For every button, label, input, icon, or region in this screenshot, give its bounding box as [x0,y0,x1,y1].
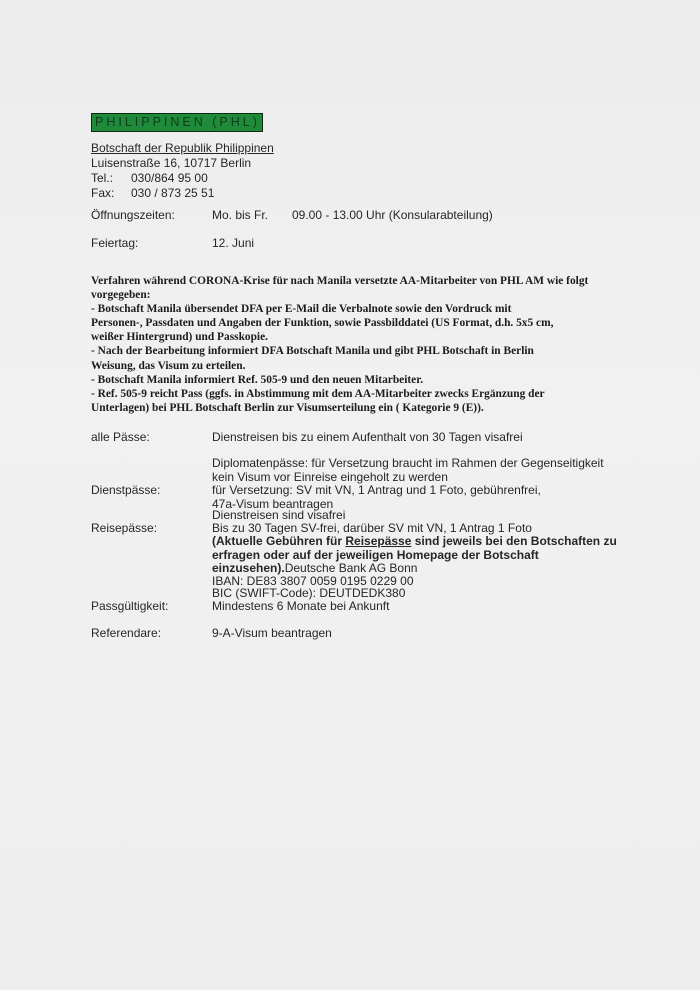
fee-note-end: einzusehen). [212,561,285,575]
country-title: PHILIPPINEN (PHL) [91,113,263,132]
service-passports-line-3: Dienstreisen sind visafrei [212,508,346,522]
phone-label: Tel.: [91,171,114,185]
ordinary-passports-line-1: Bis zu 30 Tagen SV-frei, darüber SV mit VN, 1 Antrag 1 Foto [212,521,532,535]
corona-line: Weisung, das Visum zu erteilen. [91,359,246,372]
validity-value: Mindestens 6 Monate bei Ankunft [212,599,390,613]
holiday-label: Feiertag: [91,236,139,250]
fee-note-line-2: erfragen oder auf der jeweiligen Homepage der Botschaft [212,548,539,562]
corona-line: - Botschaft Manila übersendet DFA per E-Mail die Verbalnote sowie den Vordruck mit [91,303,512,316]
trainees-value: 9-A-Visum beantragen [212,626,332,640]
fee-note-line-1 [212,534,617,549]
iban-line: IBAN: DE83 3807 0059 0195 0229 00 [212,574,414,588]
validity-label: Passgültigkeit: [91,599,169,613]
fee-note-part: (Aktuelle Gebühren für [212,534,346,548]
fee-note-underlined: Reisepässe [345,534,412,548]
corona-procedure-text [91,274,601,415]
corona-line: Unterlagen) bei PHL Botschaft Berlin zur Visumserteilung ein ( Kategorie 9 (E)). [91,401,484,414]
corona-line: Personen-, Passdaten und Angaben der Funktion, sowie Passbilddatei (US Format, d.h. 5x5 cm, [91,317,554,330]
corona-line: - Nach der Bearbeitung informiert DFA Botschaft Manila und gibt PHL Botschaft in Berlin [91,345,534,358]
diplomatic-passports-line-2: kein Visum vor Einreise eingeholt zu werden [212,470,448,484]
corona-line: vorgegeben: [91,289,151,302]
bic-line: BIC (SWIFT-Code): DEUTDEDK380 [212,586,406,600]
fee-note-part: sind jeweils bei den Botschaften zu [411,534,617,548]
embassy-street: Luisenstraße 16, 10717 Berlin [91,156,252,170]
hours-label: Öffnungszeiten: [91,208,175,222]
phone-line [91,171,274,186]
fax-line [91,186,274,201]
phone-number: 030/864 95 00 [131,171,208,185]
hours-time: 09.00 - 13.00 Uhr (Konsularabteilung) [292,208,493,222]
ordinary-passports-label: Reisepässe: [91,521,158,535]
service-passports-line-1: für Versetzung: SV mit VN, 1 Antrag und 1 Foto, gebührenfrei, [212,483,541,497]
embassy-name: Botschaft der Republik Philippinen [91,141,274,155]
fax-label: Fax: [91,186,115,200]
bank-name: Deutsche Bank AG Bonn [284,561,418,575]
service-passports-line-2: 47a-Visum beantragen [212,497,334,511]
service-passports-label: Dienstpässe: [91,483,161,497]
corona-line: Verfahren während CORONA-Krise für nach Manila versetzte AA-Mitarbeiter von PHL AM wie folgt [91,275,589,287]
all-passports-value: Dienstreisen bis zu einem Aufenthalt von 30 Tagen visafrei [212,430,523,444]
corona-line: weißer Hintergrund) und Passkopie. [91,331,268,344]
diplomatic-passports-line-1: Diplomatenpässe: für Versetzung braucht im Rahmen der Gegenseitigkeit [212,456,604,470]
all-passports-label: alle Pässe: [91,430,150,444]
hours-days: Mo. bis Fr. [212,208,269,222]
holiday-value: 12. Juni [212,236,255,250]
embassy-address-block [91,141,274,201]
corona-line: - Botschaft Manila informiert Ref. 505-9 und den neuen Mitarbeiter. [91,373,424,386]
fax-number: 030 / 873 25 51 [131,186,215,200]
trainees-label: Referendare: [91,626,162,640]
corona-line: - Ref. 505-9 reicht Pass (ggfs. in Abstimmung mit dem AA-Mitarbeiter zwecks Ergänzung der [91,387,545,400]
